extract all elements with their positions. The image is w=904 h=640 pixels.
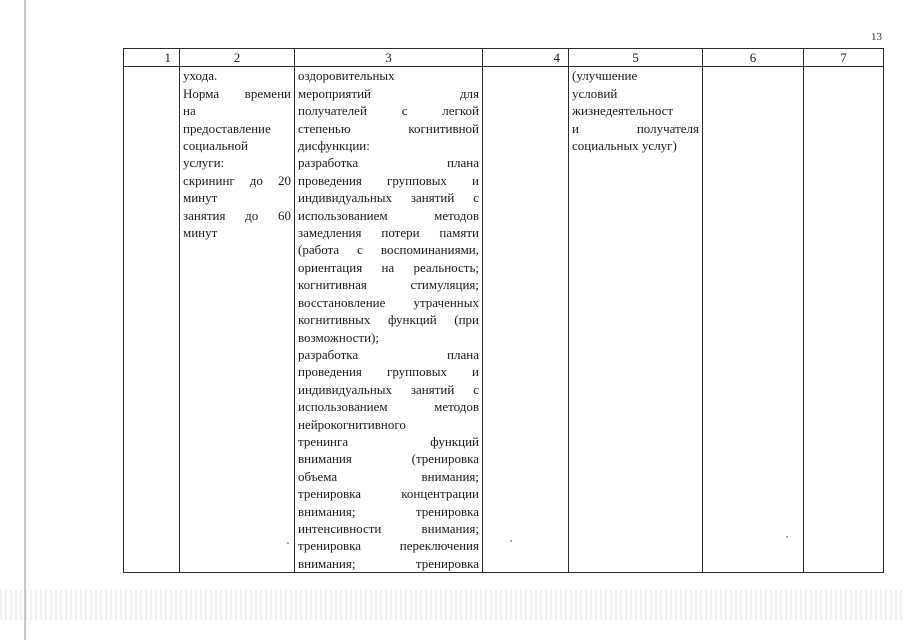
text-line: индивидуальных занятий с [298,190,479,206]
text-line: объема внимания; [298,468,479,484]
text-line: проведения групповых и [298,172,479,188]
text-line: проведения групповых и [298,364,479,380]
text-line: социальных услуг) [572,138,677,154]
header-col-2: 2 [180,49,295,67]
header-col-6: 6 [703,49,804,67]
cell-col-1 [124,67,180,573]
text-line: ухода. [183,68,218,84]
text-line: ориентация на реальность; [298,259,479,275]
text-line: внимания (тренировка [298,451,479,467]
text-line: когнитивная стимуляция; [298,277,479,293]
text-line: жизнедеятельност [572,103,674,119]
text-line: услуги: [183,155,225,171]
document-table [123,48,884,573]
scan-edge [24,0,26,640]
scan-noise [0,590,904,620]
text-line: индивидуальных занятий с [298,381,479,397]
text-line: степенью когнитивной [298,120,479,136]
text-line: возможности); [298,329,380,345]
scan-speck [287,542,289,544]
text-line: дисфункции: [298,138,370,154]
text-line: разработка плана [298,155,479,171]
text-line: тренинга функций [298,433,479,449]
cell-col-3 [295,67,483,573]
text-line: занятия до 60 [183,207,291,223]
page-number: 13 [871,31,882,43]
text-line: (улучшение [572,68,638,84]
text-line: оздоровительных [298,68,395,84]
header-row [124,49,884,67]
text-line: минут [183,225,218,241]
text-line: получателей с легкой [298,103,479,119]
text-line: мероприятий для [298,85,479,101]
cell-col-5-text [572,67,699,154]
text-line: тренировка концентрации [298,486,479,502]
text-line: предоставление [183,120,271,136]
header-col-7: 7 [804,49,884,67]
header-col-5: 5 [569,49,703,67]
text-line: разработка плана [298,346,479,362]
text-line: минут [183,190,218,206]
header-col-1: 1 [124,49,180,67]
text-line: внимания; тренировка [298,503,479,519]
cell-col-7 [804,67,884,573]
text-line: скрининг до 20 [183,172,291,188]
text-line: восстановление утраченных [298,294,479,310]
cell-col-3-text [298,67,479,572]
table-row [124,67,884,573]
text-line: Норма времени [183,85,291,101]
header-col-4: 4 [483,49,569,67]
text-line: использованием методов [298,207,479,223]
text-line: внимания; тренировка [298,555,479,571]
text-line: условий [572,85,618,101]
cell-col-5 [569,67,703,573]
text-line: когнитивных функций (при [298,312,479,328]
cell-col-6 [703,67,804,573]
scan-speck [786,536,788,538]
text-line: тренировка переключения [298,538,479,554]
text-line: социальной [183,138,248,154]
text-line: использованием методов [298,399,479,415]
text-line: интенсивности внимания; [298,520,479,536]
text-line: замедления потери памяти [298,225,479,241]
cell-col-2 [180,67,295,573]
text-line: (работа с воспоминаниями, [298,242,479,258]
cell-col-2-text [183,67,291,241]
header-col-3: 3 [295,49,483,67]
scan-speck [510,540,512,542]
text-line: нейрокогнитивного [298,416,406,432]
cell-col-4 [483,67,569,573]
text-line: на [183,103,196,119]
text-line: и получателя [572,120,699,136]
